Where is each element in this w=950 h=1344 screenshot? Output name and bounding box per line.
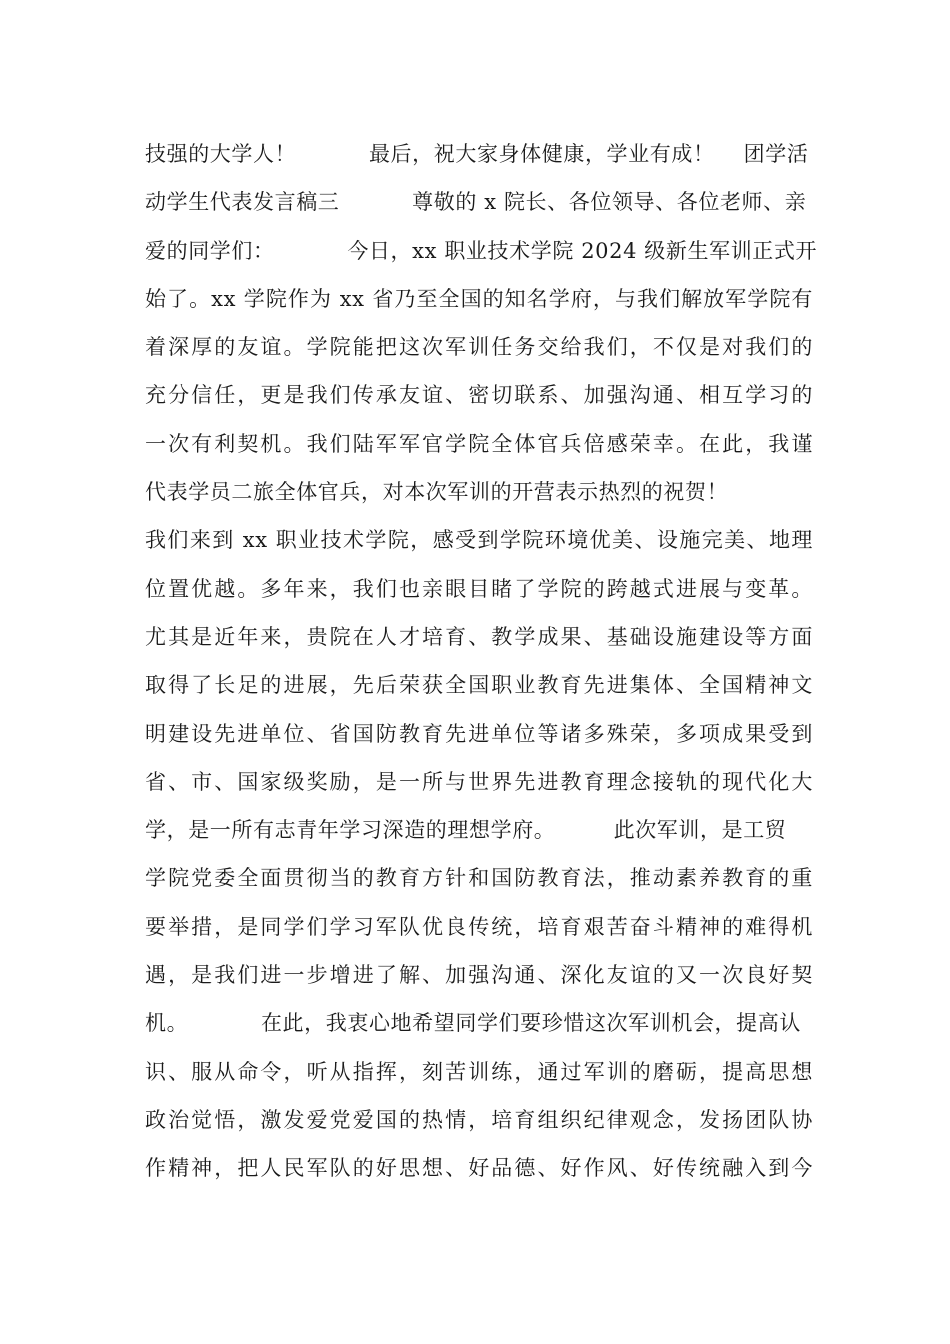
- text-line: 遇，是我们进一步增进了解、加强沟通、深化友谊的又一次良好契: [145, 963, 813, 988]
- text-line: 取得了长足的进展，先后荣获全国职业教育先进集体、全国精神文: [145, 673, 813, 698]
- text-line: 学，是一所有志青年学习深造的理想学府。 此次军训，是工贸: [145, 818, 787, 843]
- text-line: 要举措，是同学们学习军队优良传统，培育艰苦奋斗精神的难得机: [145, 914, 813, 939]
- text-line: 动学生代表发言稿三 尊敬的 x 院长、各位领导、各位老师、亲: [145, 190, 807, 215]
- text-line: 作精神，把人民军队的好思想、好品德、好作风、好传统融入到今: [145, 1156, 813, 1181]
- text-line: 代表学员二旅全体官兵，对本次军训的开营表示热烈的祝贺！: [145, 480, 729, 505]
- text-line: 位置优越。多年来，我们也亲眼目睹了学院的跨越式进展与变革。: [145, 576, 813, 601]
- text-line: 充分信任，更是我们传承友谊、密切联系、加强沟通、相互学习的: [145, 383, 813, 408]
- text-line: 一次有利契机。我们陆军军官学院全体官兵倍感荣幸。在此，我谨: [145, 431, 813, 456]
- text-line: 省、市、国家级奖励，是一所与世界先进教育理念接轨的现代化大: [145, 769, 813, 794]
- text-line: 始了。xx 学院作为 xx 省乃至全国的知名学府，与我们解放军学院有: [145, 286, 813, 311]
- text-line: 机。 在此，我衷心地希望同学们要珍惜这次军训机会，提高认: [145, 1011, 801, 1036]
- text-line: 着深厚的友谊。学院能把这次军训任务交给我们，不仅是对我们的: [145, 335, 813, 360]
- text-line: 学院党委全面贯彻当的教育方针和国防教育法，推动素养教育的重: [145, 866, 813, 891]
- text-line: 识、服从命令，听从指挥，刻苦训练，通过军训的磨砺，提高思想: [145, 1059, 813, 1084]
- text-line: 明建设先进单位、省国防教育先进单位等诸多殊荣，多项成果受到: [145, 721, 813, 746]
- text-line: 尤其是近年来，贵院在人才培育、教学成果、基础设施建设等方面: [145, 624, 813, 649]
- text-line: 爱的同学们： 今日，xx 职业技术学院 2024 级新生军训正式开: [145, 238, 818, 263]
- body-text: [145, 130, 818, 1193]
- text-line: 我们来到 xx 职业技术学院，感受到学院环境优美、设施完美、地理: [145, 528, 813, 553]
- text-line: 政治觉悟，激发爱党爱国的热情，培育组织纪律观念，发扬团队协: [145, 1107, 813, 1132]
- text-line: 技强的大学人！ 最后，祝大家身体健康，学业有成！ 团学活: [145, 142, 809, 166]
